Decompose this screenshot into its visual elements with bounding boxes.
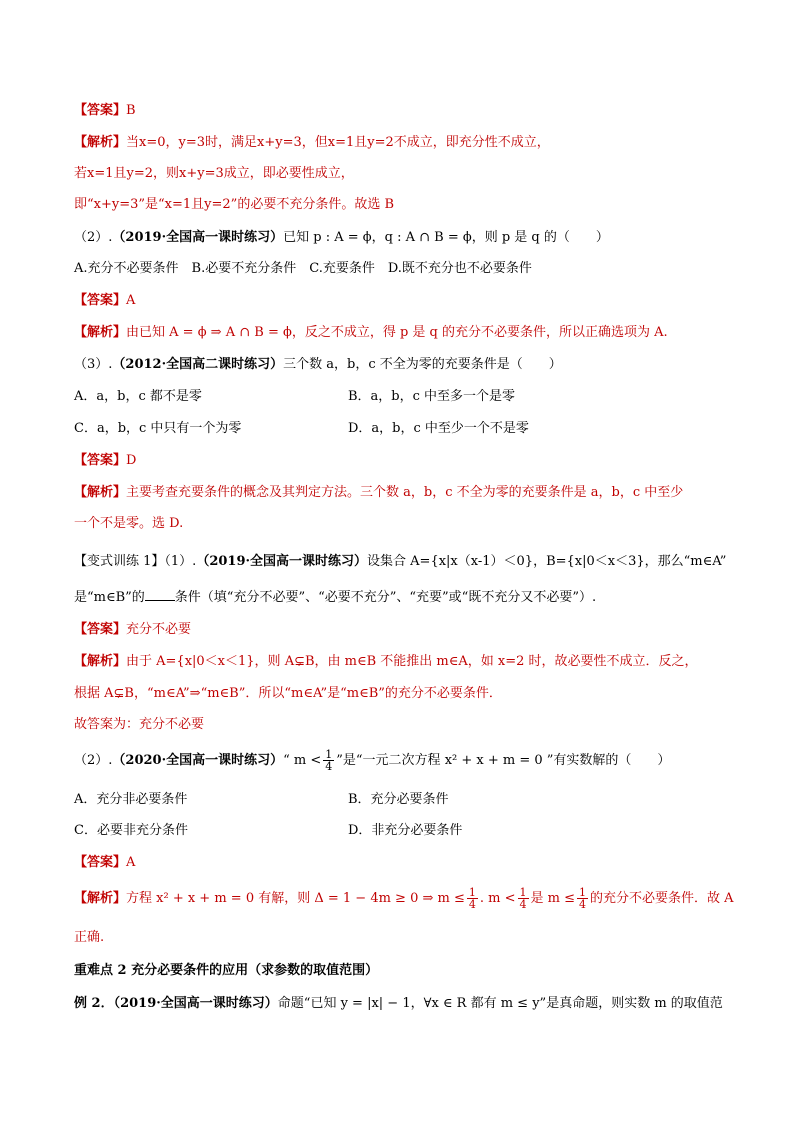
answer-value: D bbox=[126, 453, 137, 468]
variant-question-1 bbox=[74, 553, 754, 571]
analysis-1-line2: 若x=1且y=2，则x+y=3成立，即必要性成立， bbox=[74, 166, 354, 181]
analysis-text: 当x=0，y=3时，满足x+y=3，但x=1且y=2不成立，即充分性不成立， bbox=[126, 135, 550, 150]
option-b: B．充分必要条件 bbox=[348, 792, 449, 807]
analysis-5 bbox=[74, 886, 754, 912]
analysis-1 bbox=[74, 134, 754, 152]
fraction-one-quarter: $\frac{1}{4}$ bbox=[325, 748, 333, 773]
answer-2 bbox=[74, 292, 754, 310]
variant-question-1-line2 bbox=[74, 588, 754, 607]
analysis-label: 【解析】 bbox=[74, 654, 127, 669]
question-5-options-row2 bbox=[74, 822, 754, 840]
analysis-2 bbox=[74, 324, 754, 342]
question-text: “ m < bbox=[283, 753, 322, 768]
answer-3 bbox=[74, 452, 754, 470]
question-text: 是“m∈B”的 bbox=[74, 590, 145, 605]
fraction-one-quarter: $\frac{1}{4}$ bbox=[519, 886, 527, 911]
question-2-options: A.充分不必要条件 B.必要不充分条件 C.充要条件 D.既不充分也不必要条件 bbox=[74, 261, 532, 276]
question-text: ”是“一元二次方程 x² + x + m = 0 ”有实数解的（ ） bbox=[336, 753, 671, 768]
question-text: 命题“已知 y = |x| − 1，∀x ∈ R 都有 m ≤ y”是真命题，则实数 m 的取值范 bbox=[277, 996, 723, 1011]
answer-label: 【答案】 bbox=[74, 453, 127, 468]
answer-label: 【答案】 bbox=[74, 293, 127, 308]
answer-value: B bbox=[126, 103, 136, 118]
option-d: D．非充分必要条件 bbox=[348, 823, 463, 838]
question-source: （2012·全国高二课时练习） bbox=[112, 357, 284, 372]
analysis-text: 由于 A={x|0＜x＜1}，则 A⊊B，由 m∈B 不能推出 m∈A，如 x=2 时，故必要性不成立．反之， bbox=[126, 654, 698, 669]
analysis-3 bbox=[74, 484, 754, 502]
option-d: D．a，b，c 中至少一个不是零 bbox=[348, 421, 529, 436]
question-2 bbox=[74, 229, 754, 247]
question-source: （2020·全国高一课时练习） bbox=[112, 753, 284, 768]
fraction-one-quarter: $\frac{1}{4}$ bbox=[579, 886, 586, 911]
answer-1 bbox=[74, 102, 754, 120]
analysis-text: . m < bbox=[479, 891, 516, 906]
analysis-label: 【解析】 bbox=[74, 485, 127, 500]
question-3 bbox=[74, 356, 754, 374]
answer-4 bbox=[74, 621, 754, 639]
analysis-4-line3: 故答案为：充分不必要 bbox=[74, 717, 205, 732]
question-text: 条件（填“充分不必要”、“必要不充分”、“充要”或“既不充分又不必要”）. bbox=[174, 590, 597, 605]
question-number: （2）. bbox=[74, 753, 113, 768]
question-source: （2019·全国高一课时练习） bbox=[113, 996, 278, 1011]
question-text: 设集合 A={x|x（x-1）＜0}，B={x|0＜x＜3}，那么“m∈A” bbox=[367, 554, 727, 569]
question-number: （3）. bbox=[74, 357, 113, 372]
analysis-3-line2: 一个不是零。选 D. bbox=[74, 516, 184, 531]
analysis-5-line2: 正确. bbox=[74, 930, 105, 945]
answer-value: A bbox=[126, 855, 136, 870]
analysis-label: 【解析】 bbox=[74, 325, 127, 340]
question-number: （2）. bbox=[74, 230, 113, 245]
variant-title: 【变式训练 1】（1）. bbox=[74, 554, 197, 569]
question-3-options-row2 bbox=[74, 420, 754, 438]
example-2 bbox=[74, 995, 754, 1013]
analysis-text: 主要考查充要条件的概念及其判定方法。三个数 a，b，c 不全为零的充要条件是 a，b，c 中至少 bbox=[126, 485, 684, 500]
question-source: （2019·全国高一课时练习） bbox=[196, 554, 368, 569]
example-label: 例 2． bbox=[74, 996, 114, 1011]
analysis-4-line2: 根据 A⊊B，“m∈A”⇒“m∈B”．所以“m∈A”是“m∈B”的充分不必要条件． bbox=[74, 686, 502, 701]
answer-5 bbox=[74, 854, 754, 872]
option-c: C．a，b，c 中只有一个为零 bbox=[74, 421, 242, 436]
analysis-label: 【解析】 bbox=[74, 891, 127, 906]
analysis-text: 由已知 A = ϕ ⇒ A ∩ B = ϕ，反之不成立，得 p 是 q 的充分不必要条件，所以正确选项为 A. bbox=[126, 325, 668, 340]
fraction-one-quarter: $\frac{1}{4}$ bbox=[468, 886, 476, 911]
question-5 bbox=[74, 748, 754, 774]
option-b: B．a，b，c 中至多一个是零 bbox=[348, 389, 516, 404]
analysis-1-line3: 即“x+y=3”是“x=1且y=2”的必要不充分条件。故选 B bbox=[74, 197, 395, 212]
answer-label: 【答案】 bbox=[74, 855, 127, 870]
analysis-text: 的充分不必要条件．故 A bbox=[590, 891, 734, 906]
answer-label: 【答案】 bbox=[74, 103, 127, 118]
answer-blank bbox=[145, 588, 175, 601]
option-c: C．必要非充分条件 bbox=[74, 823, 188, 838]
option-a: A．a，b，c 都不是零 bbox=[74, 389, 202, 404]
question-5-options-row1 bbox=[74, 791, 754, 809]
answer-value: A bbox=[126, 293, 136, 308]
question-text: 已知 p : A = ϕ，q : A ∩ B = ϕ，则 p 是 q 的（ ） bbox=[283, 230, 609, 245]
section-heading: 重难点 2 充分必要条件的应用（求参数的取值范围） bbox=[74, 963, 379, 978]
analysis-text: 是 m ≤ bbox=[530, 891, 575, 906]
question-text: 三个数 a，b，c 不全为零的充要条件是（ ） bbox=[283, 357, 562, 372]
answer-label: 【答案】 bbox=[74, 622, 127, 637]
analysis-label: 【解析】 bbox=[74, 135, 127, 150]
question-3-options-row1 bbox=[74, 388, 754, 406]
analysis-4 bbox=[74, 653, 754, 671]
analysis-text: 方程 x² + x + m = 0 有解，则 Δ = 1 − 4m ≥ 0 ⇒ m ≤ bbox=[126, 891, 465, 906]
answer-value: 充分不必要 bbox=[126, 622, 192, 637]
option-a: A．充分非必要条件 bbox=[74, 792, 188, 807]
question-source: （2019·全国高一课时练习） bbox=[112, 230, 284, 245]
